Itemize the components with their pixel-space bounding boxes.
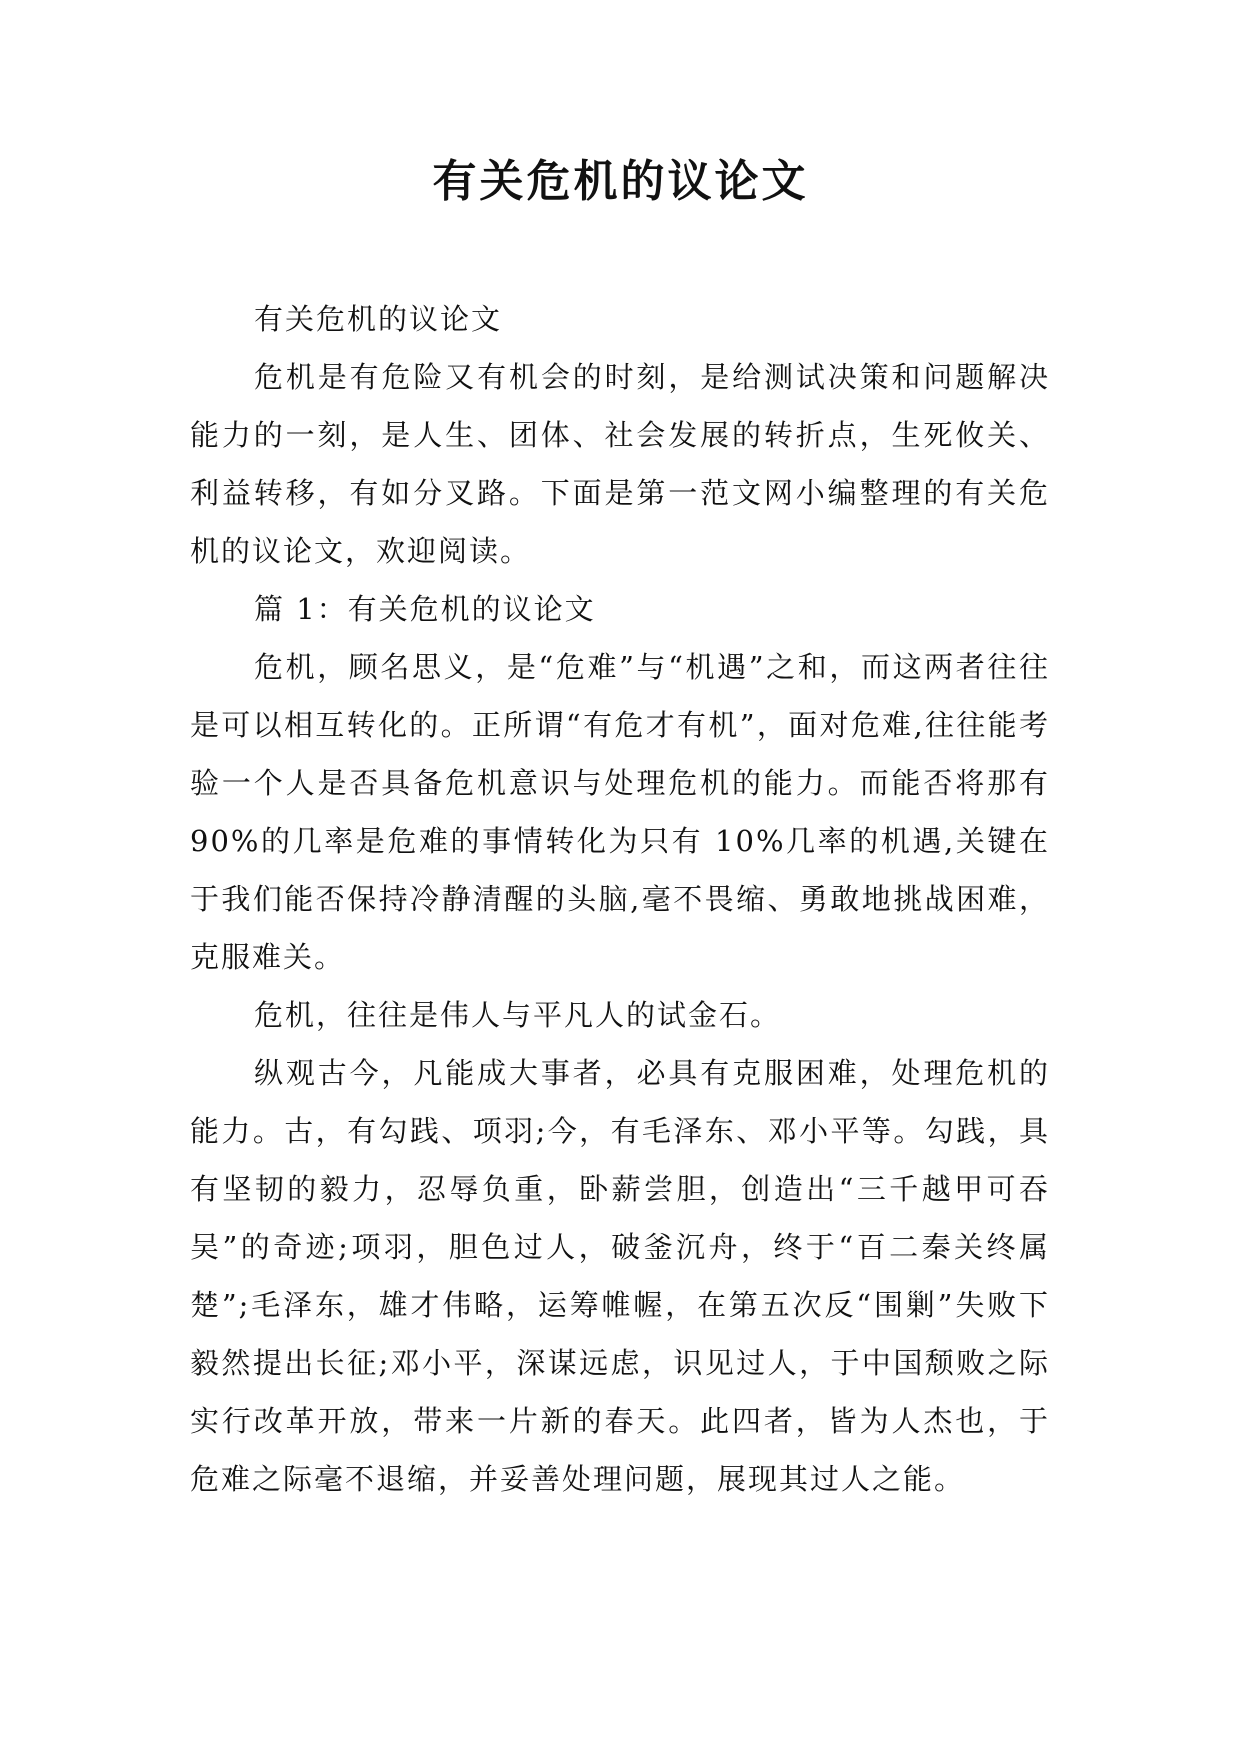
document-title: 有关危机的议论文 — [432, 156, 809, 207]
intro-paragraph: 危机是有危险又有机会的时刻，是给测试决策和问题解决能力的一刻，是人生、团体、社会发展的转折点，生死攸关、利益转移，有如分叉路。下面是第一范文网小编整理的有关危机的议论文，欢迎阅读。 — [190, 360, 1050, 568]
section-heading: 篇 1：有关危机的议论文 — [254, 592, 596, 626]
subtitle-paragraph: 有关危机的议论文 — [254, 302, 503, 336]
document-body — [190, 290, 1050, 1508]
body-paragraph-3: 纵观古今，凡能成大事者，必具有克服困难，处理危机的能力。古，有勾践、项羽;今，有毛泽东、邓小平等。勾践，具有坚韧的毅力，忍辱负重，卧薪尝胆，创造出“三千越甲可吞吴”的奇迹;项羽，胆色过人，破釜沉舟，终于“百二秦关终属楚”;毛泽东，雄才伟略，运筹帷幄，在第五次反“围剿”失败下毅然提出长征;邓小平，深谋远虑，识见过人，于中国颓败之际实行改革开放，带来一片新的春天。此四者，皆为人杰也，于危难之际毫不退缩，并妥善处理问题，展现其过人之能。 — [190, 1056, 1050, 1496]
body-paragraph-1: 危机，顾名思义，是“危难”与“机遇”之和，而这两者往往是可以相互转化的。正所谓“有危才有机”，面对危难,往往能考验一个人是否具备危机意识与处理危机的能力。而能否将那有 90%的几率是危难的事情转化为只有 10%几率的机遇,关键在于我们能否保持冷静清醒的头脑,毫不畏缩、勇敢地挑战困难，克服难关。 — [190, 650, 1050, 974]
body-paragraph-2: 危机，往往是伟人与平凡人的试金石。 — [254, 998, 782, 1032]
